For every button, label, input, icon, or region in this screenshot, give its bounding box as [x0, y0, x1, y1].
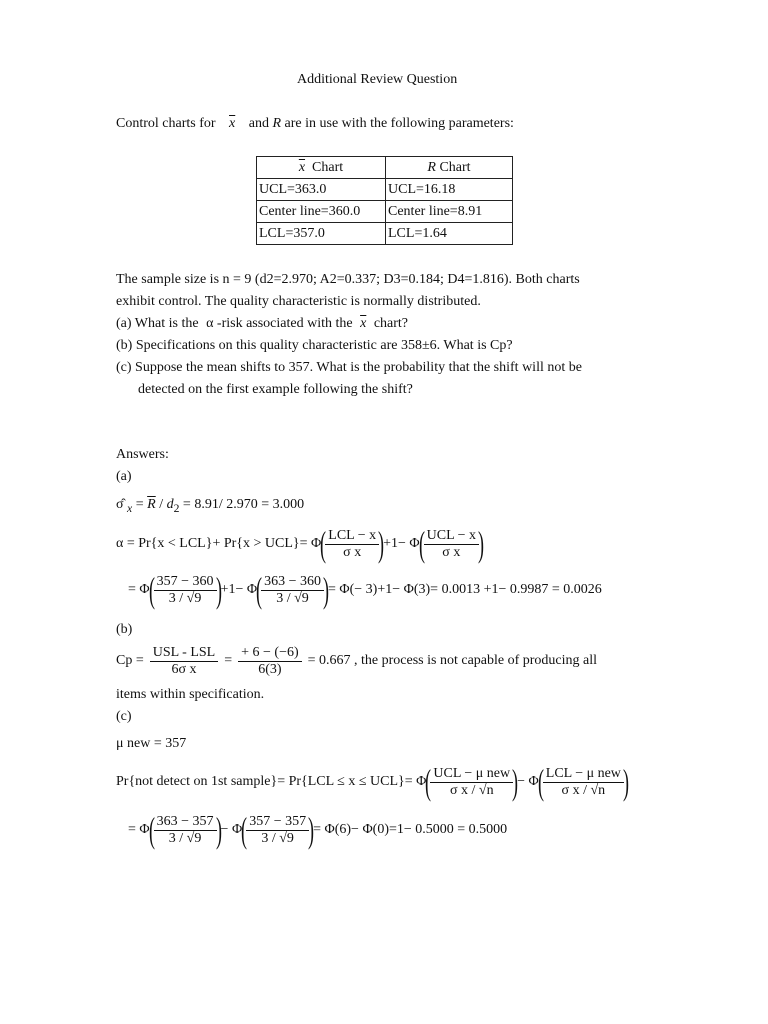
table-cell: UCL=16.18	[386, 179, 513, 201]
page-title: Additional Review Question	[297, 72, 458, 87]
fraction: $\frac{\text{USL - LSL}}{\text{6σ x}}$	[150, 645, 218, 678]
answers-heading: Answers:	[116, 447, 169, 462]
question-c-continued: detected on the first example following the shift?	[138, 382, 413, 397]
table-cell: Center line=8.91	[386, 201, 513, 223]
answer-a-label: (a)	[116, 469, 132, 484]
fraction: $\frac{\text{UCL − μ new}}{\text{σ x / √n}}$	[430, 766, 513, 799]
fraction: $\frac{363 - 360}{3 / √9}$	[261, 574, 324, 607]
table-row	[257, 179, 513, 201]
intro-r: R	[272, 116, 282, 131]
fraction: $\frac{357 - 357}{3 / √9}$	[246, 814, 309, 847]
parameters-table	[256, 156, 513, 245]
table-header-xbar: $\overline{x}$ Chart	[257, 157, 386, 179]
probability-equation: Pr{not detect on 1st sample}= Pr{LCL ≤ x ≤ UCL}= Φ ( $\frac{\text{UCL − μ new}}{\text{σ x / √n}}$ ) − Φ ( $\frac{\text{LCL − μ new}}{\text{σ x / √n}}$ )	[116, 762, 629, 802]
table-cell: Center line=360.0	[257, 201, 386, 223]
intro-xbar: $\overline{x}$	[229, 116, 236, 131]
alpha-lhs: α = Pr{x < LCL}+ Pr{x > UCL}= Φ	[116, 536, 322, 551]
answer-c-label: (c)	[116, 709, 132, 724]
fraction: $\frac{\text{LCL − x}}{\text{σ x}}$	[325, 528, 379, 561]
question-b: (b) Specifications on this quality characteristic are 358±6. What is Cp?	[116, 338, 513, 353]
fraction: $\frac{363 - 357}{3 / √9}$	[154, 814, 217, 847]
intro-suffix: are in use with the following parameters:	[284, 116, 514, 131]
table-header-r: R Chart	[386, 157, 513, 179]
alpha-evaluation: = Φ ( $\frac{357 - 360}{3 / √9}$ ) +1− Φ ( $\frac{363 - 360}{3 / √9}$ ) = Φ(− 3)+1− Φ(3)= 0.0013 +1− 0.9987 = 0.0026	[128, 570, 602, 610]
alpha-equation: α = Pr{x < LCL}+ Pr{x > UCL}= Φ ( $\frac{\text{LCL − x}}{\text{σ x}}$ ) +1− Φ ( $\frac{\text{UCL − x}}{\text{σ x}}$ )	[116, 524, 485, 564]
paragraph-line-2: exhibit control. The quality characteristic is normally distributed.	[116, 294, 481, 309]
probability-evaluation: = Φ ( $\frac{363 - 357}{3 / √9}$ ) − Φ ( $\frac{357 - 357}{3 / √9}$ ) = Φ(6)− Φ(0)=1− 0.5000 = 0.5000	[128, 810, 508, 850]
table-cell: UCL=363.0	[257, 179, 386, 201]
answer-b-label: (b)	[116, 622, 133, 637]
question-a: (a) What is the α -risk associated with the $\overline{x}$ chart?	[116, 316, 409, 331]
cp-equation: Cp = $\frac{\text{USL - LSL}}{\text{6σ x}}$ = $\frac{+ 6 - (-6)}{6(3)}$ = 0.667 , the process is not capable of producing all	[116, 644, 598, 677]
fraction: $\frac{\text{LCL − μ new}}{\text{σ x / √n}}$	[543, 766, 624, 799]
intro-middle: and	[248, 116, 269, 131]
cp-conclusion: items within specification.	[116, 687, 265, 702]
intro-line	[116, 116, 514, 132]
intro-prefix: Control charts for	[116, 116, 216, 131]
table-row	[257, 201, 513, 223]
fraction: $\frac{+ 6 - (-6)}{6(3)}$	[238, 645, 302, 678]
question-c: (c) Suppose the mean shifts to 357. What is the probability that the shift will not be	[116, 360, 582, 375]
fraction: $\frac{\text{UCL − x}}{\text{σ x}}$	[424, 528, 479, 561]
fraction: $\frac{357 - 360}{3 / √9}$	[154, 574, 217, 607]
table-cell: LCL=1.64	[386, 223, 513, 245]
mu-new: μ new = 357	[116, 736, 187, 751]
table-header-row	[257, 157, 513, 179]
paragraph-line-1: The sample size is n = 9 (d2=2.970; A2=0.337; D3=0.184; D4=1.816). Both charts	[116, 272, 580, 287]
table-cell: LCL=357.0	[257, 223, 386, 245]
table-row	[257, 223, 513, 245]
sigma-estimate: σ̂ $_x = \overline{R} / d_2 = 8.91/$ 2.970 = 3.000	[116, 497, 305, 515]
